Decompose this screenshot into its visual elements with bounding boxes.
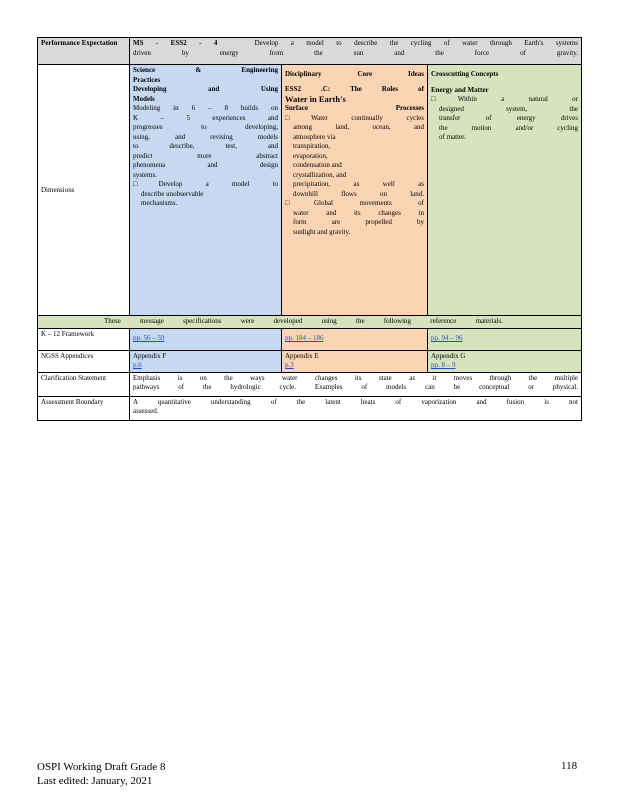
pe-statement — [130, 38, 582, 65]
k12-dci-cell — [282, 328, 428, 350]
dci-b1-line: atmosphere via — [293, 132, 336, 141]
dci-b1-line: evaporation, — [293, 151, 328, 160]
page-footer — [37, 760, 165, 788]
ngss-page-ccc[interactable]: pp. 8 – 9 — [431, 361, 456, 369]
sep-bullet-line1: □ Develop a model to — [133, 180, 278, 190]
ccc-cell — [428, 65, 582, 316]
sep-line: predict more abstract — [133, 151, 278, 160]
footer-last-edited: Last edited: January, 2021 — [37, 775, 153, 787]
pe-text-line1: Develop a model to describe the cycling of water through Earth's systems — [254, 39, 579, 47]
dci-b2-line: □ Global movements of — [285, 199, 424, 209]
sep-line: systems. — [133, 170, 157, 179]
ngss-page-dci[interactable]: p.3 — [285, 361, 294, 369]
sep-title-line1: Science & Engineering — [133, 66, 278, 74]
ngss-sep-cell — [130, 350, 282, 372]
sep-bullet-line2: describe unobservable — [141, 189, 204, 198]
dci-b2-line: water and its changes in — [293, 208, 424, 217]
ccc-sub: Energy and Matter — [431, 85, 489, 94]
dci-sub-line2: Water in Earth's — [285, 94, 346, 104]
ngss-ccc-cell — [428, 350, 582, 372]
sep-line: using, and revising models — [133, 132, 278, 141]
reference-sentence-cell — [38, 316, 582, 329]
clarification-cell — [130, 372, 582, 396]
ccc-line: of matter. — [439, 133, 466, 141]
sep-line: progresses to developing, — [133, 123, 278, 131]
ccc-line: □ Within a natural or — [431, 95, 578, 105]
dci-b1-line: downhill flows on land. — [293, 189, 424, 198]
sep-cell — [130, 65, 282, 316]
assessment-boundary-line2: assessed. — [133, 407, 159, 415]
sep-sub-line1: Developing and Using — [133, 85, 278, 93]
k12-link-dci[interactable]: pp. 184 – 186 — [285, 334, 324, 343]
dci-b1-line: □ Water continually cycles — [285, 114, 424, 124]
ngss-label: NGSS Appendices — [38, 350, 130, 372]
page-number: 118 — [561, 760, 578, 772]
dci-b1-line: crystallization, and — [293, 170, 347, 179]
dci-sub-line3: Surface Processes — [285, 104, 424, 112]
dci-b1-line: among land, ocean, and — [293, 123, 424, 131]
sep-sub-line2: Models — [133, 94, 155, 103]
dci-title: Disciplinary Core Ideas — [285, 70, 424, 78]
clarification-line2: pathways of the hydrologic cycle. Examples of models can be conceptual or physical. — [133, 383, 578, 391]
ngss-appendix-sep: Appendix F — [133, 351, 167, 360]
pe-label: Performance Expectation — [38, 38, 130, 65]
k12-link-ccc[interactable]: pp. 94 – 96 — [431, 334, 463, 343]
ngss-appendix-dci: Appendix E — [285, 351, 319, 360]
ccc-line: the motion and/or cycling — [439, 123, 578, 132]
assessment-boundary-line1: A quantitative understanding of the latent heats of vaporization and fusion is not — [133, 397, 578, 406]
pe-table — [37, 37, 582, 421]
k12-label: K – 12 Framework — [38, 328, 130, 350]
sep-line: phenomena and design — [133, 161, 278, 169]
ccc-title: Crosscutting Concepts — [431, 70, 499, 78]
dci-b1-line: transpiration, — [293, 142, 331, 150]
k12-link-sep[interactable]: pp. 56 – 59 — [133, 334, 165, 343]
dci-b2-line: form are propelled by — [293, 218, 424, 226]
dci-b2-line: sunlight and gravity. — [293, 227, 351, 236]
dci-b1-line: precipitation, as well as — [293, 180, 424, 188]
pe-text-line2: driven by energy from the sun and the force of gravity. — [133, 48, 578, 57]
dimensions-label: Dimensions — [38, 65, 130, 316]
sep-title-line2: Practices — [133, 75, 161, 84]
reference-sentence: These message specifications were developed using the following reference materials. — [104, 317, 503, 325]
ngss-appendix-ccc: Appendix G — [431, 351, 466, 360]
clarification-label: Clarification Statement — [38, 372, 130, 396]
ngss-dci-cell — [282, 350, 428, 372]
clarification-line1: Emphasis is on the ways water changes its state as it moves through the multiple — [133, 373, 578, 382]
sep-bullet-line3: mechanisms. — [141, 199, 178, 207]
ccc-line: transfer of energy drives — [439, 114, 578, 122]
dci-cell — [282, 65, 428, 316]
pe-code: MS - ESS2 - 4 — [133, 39, 218, 47]
sep-line: K – 5 experiences and — [133, 113, 278, 122]
k12-sep-cell — [130, 328, 282, 350]
dci-sub-line1: ESS2 .C: The Roles of — [285, 84, 424, 93]
dci-b1-line: condensation and — [293, 161, 342, 169]
sep-line: Modeling in 6 – 8 builds on — [133, 104, 278, 112]
sep-line: to describe, test, and — [133, 142, 278, 150]
ccc-line: designed system, the — [439, 104, 578, 113]
ngss-page-sep[interactable]: p.6 — [133, 361, 142, 369]
k12-ccc-cell — [428, 328, 582, 350]
assessment-boundary-label: Assessment Boundary — [38, 396, 130, 420]
assessment-boundary-cell — [130, 396, 582, 420]
footer-draft-label: OSPI Working Draft Grade 8 — [37, 761, 166, 773]
